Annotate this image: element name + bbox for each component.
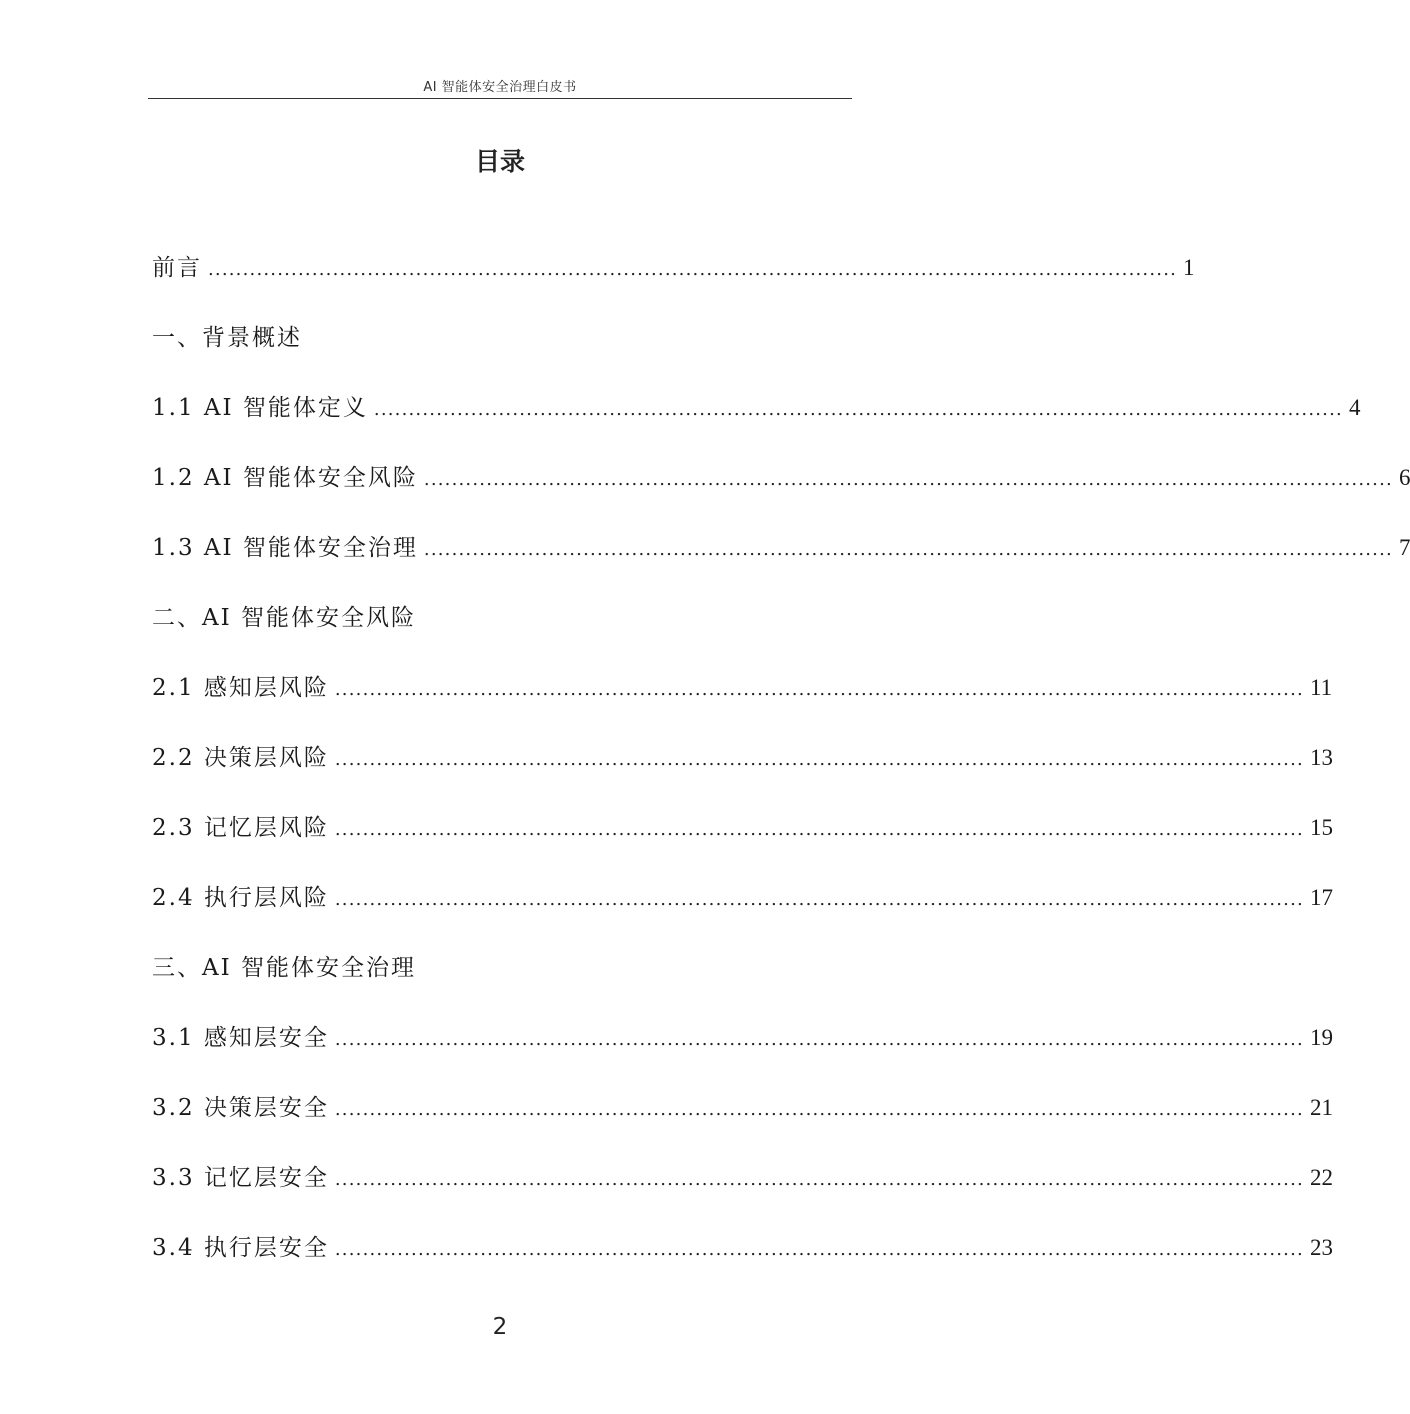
toc-leader: ............................................................................................................................................ [334,1029,1304,1050]
toc-entry-page: 21 [1309,1095,1333,1120]
toc-entry-label: 三、AI 智能体安全治理 [152,955,417,981]
toc-leader: ............................................................................................................................................ [334,749,1304,770]
toc-entry-2-2[interactable] [152,740,1333,776]
toc-entry-1-3[interactable] [152,530,1410,566]
toc-entry-label: 1.2 AI 智能体安全风险 [152,465,418,491]
toc-entry-2-3[interactable] [152,810,1333,846]
toc-leader: ............................................................................................................................................ [334,1239,1304,1260]
toc-entry-page: 23 [1309,1235,1333,1260]
toc-entry-page: 22 [1309,1165,1333,1190]
toc-leader: ............................................................................................................................................ [334,889,1304,910]
toc-entry-2-1[interactable] [152,670,1333,706]
header-rule [148,98,852,99]
toc-leader: ............................................................................................................................................ [423,469,1393,490]
toc-entry-1-1[interactable] [152,390,1361,426]
toc-leader: ............................................................................................................................................ [373,399,1343,420]
toc-leader: ............................................................................................................................................ [423,539,1393,560]
toc-entry-page: 19 [1309,1025,1333,1050]
toc-entry-page: 11 [1309,675,1333,700]
toc-entry-page: 6 [1398,465,1410,490]
toc-entry-page: 13 [1309,745,1333,770]
toc-entry-page: 17 [1309,885,1333,910]
toc-entry-label: 一、背景概述 [152,325,302,351]
toc-entry-label: 3.2 决策层安全 [152,1095,329,1121]
toc-entry-label: 2.3 记忆层风险 [152,815,329,841]
toc-entry-label: 2.1 感知层风险 [152,675,329,701]
toc-entry-label: 1.1 AI 智能体定义 [152,395,368,421]
toc-entry-label: 2.4 执行层风险 [152,885,329,911]
toc-entry-label: 二、AI 智能体安全风险 [152,605,417,631]
toc-leader: ............................................................................................................................................ [334,679,1304,700]
toc-leader: ............................................................................................................................................ [334,1099,1304,1120]
toc-leader: ............................................................................................................................................ [334,819,1304,840]
toc-entry-label: 3.1 感知层安全 [152,1025,329,1051]
toc-entry-3-2[interactable] [152,1090,1333,1126]
toc-leader: ............................................................................................................................................ [208,259,1178,280]
toc-entry-chapter-1[interactable] [152,320,302,356]
toc-entry-label: 1.3 AI 智能体安全治理 [152,535,418,561]
toc-entry-preface[interactable] [152,250,1195,286]
toc-entry-3-4[interactable] [152,1230,1333,1266]
toc-entry-2-4[interactable] [152,880,1333,916]
toc-entry-1-2[interactable] [152,460,1410,496]
toc-entry-page: 15 [1309,815,1333,840]
toc-entry-chapter-2[interactable] [152,600,416,636]
toc-entry-page: 7 [1398,535,1410,560]
toc-entry-label: 2.2 决策层风险 [152,745,329,771]
toc-entry-chapter-3[interactable] [152,950,416,986]
running-header: AI 智能体安全治理白皮书 [423,80,577,95]
toc-entry-page: 4 [1348,395,1361,420]
toc-entry-3-3[interactable] [152,1160,1333,1196]
toc-entry-3-1[interactable] [152,1020,1333,1056]
toc-leader: ............................................................................................................................................ [334,1169,1304,1190]
toc-entry-label: 3.4 执行层安全 [152,1235,329,1261]
toc-entry-page: 1 [1183,255,1195,280]
toc-entry-label: 3.3 记忆层安全 [152,1165,329,1191]
page-number: 2 [492,1314,508,1340]
toc-entry-label: 前言 [152,255,202,281]
toc-title: 目录 [474,147,525,176]
